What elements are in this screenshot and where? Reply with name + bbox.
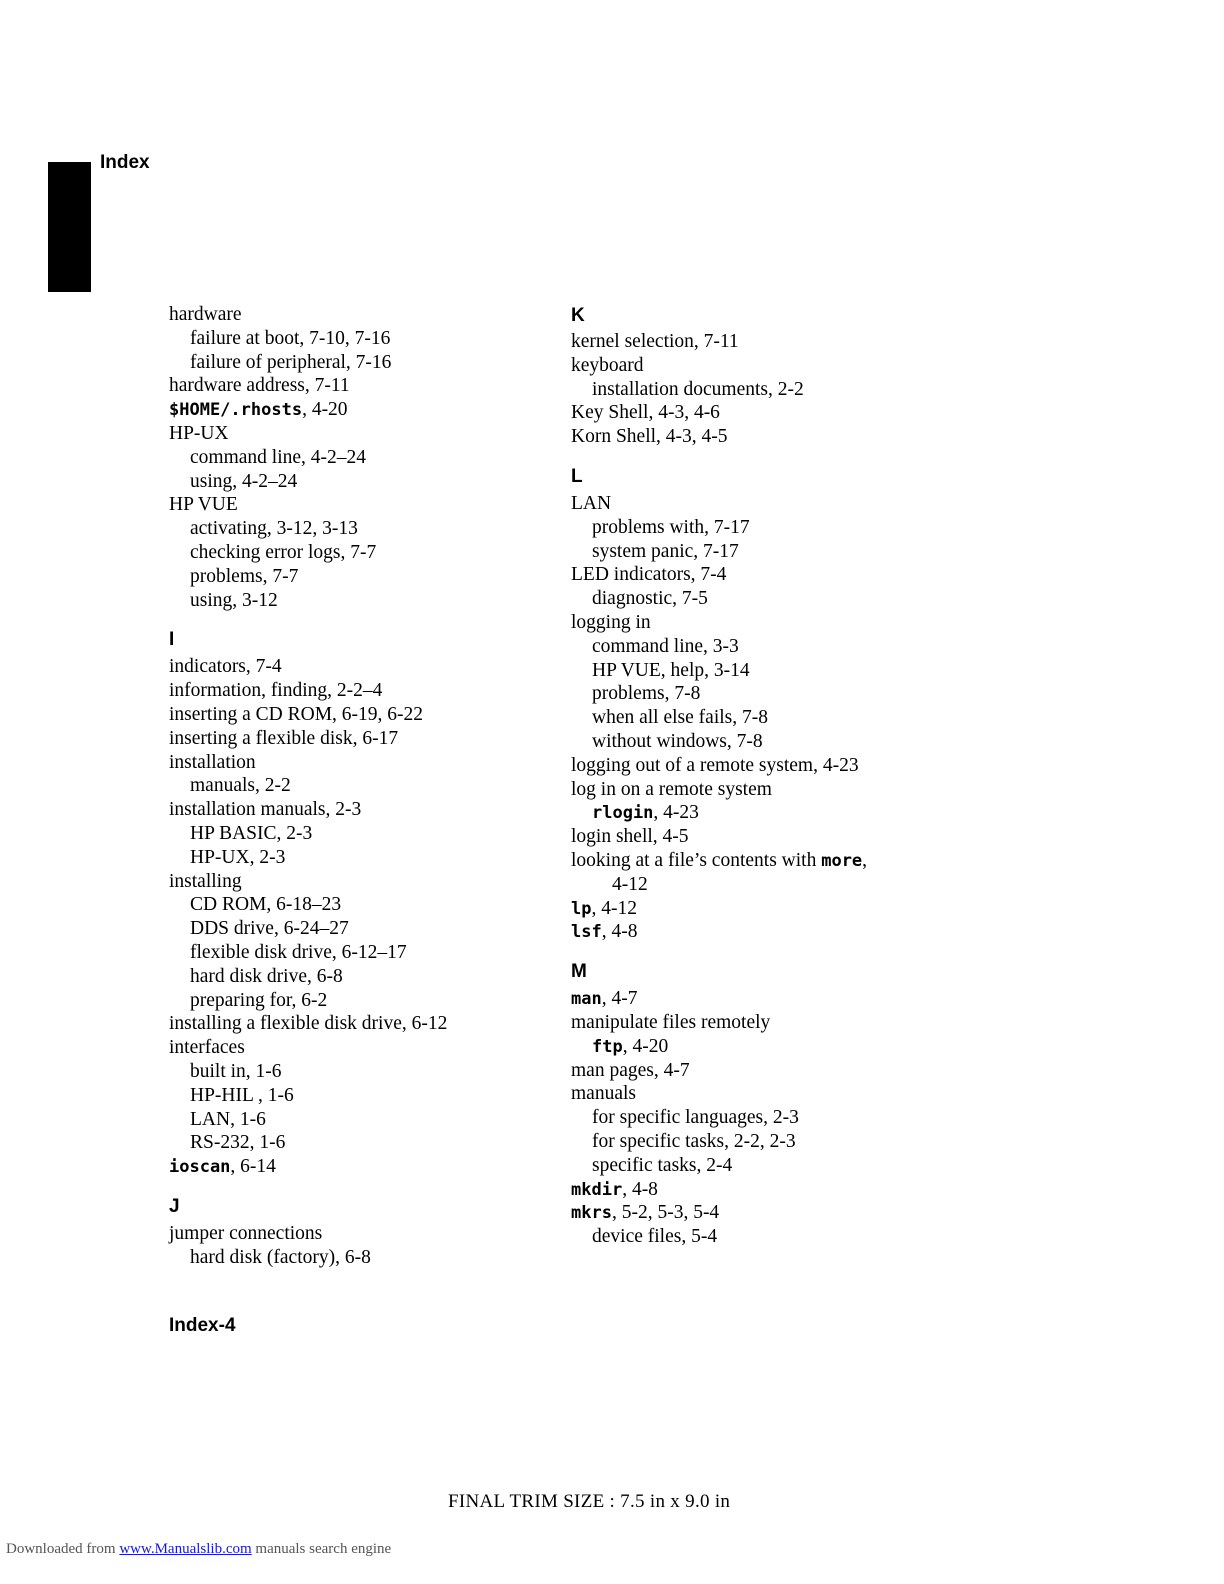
index-subentry: HP BASIC, 2-3	[190, 822, 313, 844]
index-entry: mkdir, 4-8	[571, 1178, 658, 1200]
index-subentry: problems with, 7-17	[592, 516, 750, 538]
index-entry: installing a flexible disk drive, 6-12	[169, 1013, 448, 1035]
index-subentry: LAN, 1-6	[190, 1108, 266, 1130]
index-entry: lsf, 4-8	[571, 921, 638, 943]
index-entry: jumper connections	[169, 1222, 323, 1244]
index-subentry: HP-UX, 2-3	[190, 846, 286, 868]
index-entry: information, finding, 2-2–4	[169, 680, 383, 702]
index-subentry: specific tasks, 2-4	[592, 1154, 733, 1176]
index-subentry: DDS drive, 6-24–27	[190, 918, 349, 940]
index-entry: kernel selection, 7-11	[571, 331, 739, 352]
index-entry: keyboard	[571, 354, 644, 376]
command-name: lsf	[571, 922, 602, 943]
command-name: mkrs	[571, 1203, 612, 1224]
command-name: rlogin	[592, 803, 654, 824]
index-subentry: manuals, 2-2	[190, 775, 291, 797]
index-subentry: problems, 7-7	[190, 565, 299, 587]
index-letter-heading: I	[169, 629, 175, 651]
index-subentry: problems, 7-8	[592, 683, 701, 705]
index-column-right	[571, 303, 951, 1249]
index-entry: log in on a remote system	[571, 778, 772, 800]
index-subentry: HP-HIL , 1-6	[190, 1084, 294, 1106]
index-subentry: using, 3-12	[190, 589, 278, 611]
index-entry: hardware address, 7-11	[169, 375, 350, 397]
index-entry: manuals	[571, 1083, 636, 1105]
index-thumb-tab	[48, 162, 91, 292]
trim-size-note: FINAL TRIM SIZE : 7.5 in x 9.0 in	[448, 1491, 731, 1512]
index-subentry: command line, 4-2–24	[190, 446, 367, 468]
index-subentry: failure of peripheral, 7-16	[190, 351, 392, 373]
index-entry: Korn Shell, 4-3, 4-5	[571, 426, 728, 448]
index-subentry: activating, 3-12, 3-13	[190, 518, 358, 540]
index-entry: hardware	[169, 304, 242, 325]
index-column-left	[169, 303, 529, 1269]
index-entry: LAN	[571, 492, 612, 514]
download-footer: Downloaded from www.Manualslib.com manuals search engine	[6, 1541, 392, 1557]
index-subentry: when all else fails, 7-8	[592, 707, 768, 729]
index-subentry: RS-232, 1-6	[190, 1132, 286, 1154]
index-entry: Key Shell, 4-3, 4-6	[571, 402, 720, 424]
index-subentry: diagnostic, 7-5	[592, 588, 708, 610]
index-entry: LED indicators, 7-4	[571, 564, 727, 586]
index-entry: $HOME/.rhosts, 4-20	[169, 399, 348, 421]
index-entry: interfaces	[169, 1037, 245, 1059]
index-entry: HP VUE	[169, 494, 238, 516]
index-subentry: without windows, 7-8	[592, 730, 763, 752]
index-entry: installing	[169, 870, 242, 892]
index-entry-continuation: 4-12	[612, 873, 648, 895]
index-subentry: built in, 1-6	[190, 1060, 282, 1082]
index-entry: mkrs, 5-2, 5-3, 5-4	[571, 1202, 720, 1224]
index-subentry: for specific tasks, 2-2, 2-3	[592, 1130, 796, 1152]
index-subentry: HP VUE, help, 3-14	[592, 659, 750, 681]
index-subentry: device files, 5-4	[592, 1226, 718, 1248]
index-subentry: using, 4-2–24	[190, 470, 298, 492]
index-subentry: for specific languages, 2-3	[592, 1107, 799, 1129]
index-entry: installation manuals, 2-3	[169, 799, 362, 821]
index-letter-heading: M	[571, 961, 587, 983]
index-subentry: installation documents, 2-2	[592, 378, 804, 400]
index-subentry: command line, 3-3	[592, 635, 739, 657]
index-subentry: ftp, 4-20	[592, 1035, 669, 1057]
index-entry: installation	[169, 751, 256, 773]
command-name: $HOME/.rhosts	[169, 400, 303, 421]
index-entry: manipulate files remotely	[571, 1011, 771, 1033]
command-name: ioscan	[169, 1157, 231, 1178]
index-subentry: failure at boot, 7-10, 7-16	[190, 327, 391, 349]
index-entry: HP-UX	[169, 422, 229, 444]
index-subentry: CD ROM, 6-18–23	[190, 894, 342, 916]
page-number: Index-4	[169, 1315, 236, 1336]
index-letter-heading: L	[571, 465, 583, 487]
page-header-title: Index	[100, 152, 150, 173]
index-entry: logging in	[571, 611, 651, 633]
index-subentry: checking error logs, 7-7	[190, 541, 377, 563]
command-name: more	[821, 850, 863, 871]
index-entry: lp, 4-12	[571, 897, 637, 919]
index-letter-heading: K	[571, 305, 585, 326]
index-entry: indicators, 7-4	[169, 656, 282, 678]
index-subentry: rlogin, 4-23	[592, 802, 699, 824]
index-subentry: flexible disk drive, 6-12–17	[190, 941, 407, 963]
manualslib-link[interactable]: www.Manualslib.com	[119, 1541, 252, 1557]
command-name: lp	[571, 898, 592, 919]
index-entry: logging out of a remote system, 4-23	[571, 754, 859, 776]
index-letter-heading: J	[169, 1195, 180, 1217]
index-entry: looking at a file’s contents with more,	[571, 849, 868, 871]
index-entry: man, 4-7	[571, 988, 638, 1010]
command-name: man	[571, 989, 602, 1010]
index-subentry: preparing for, 6-2	[190, 989, 328, 1011]
index-entry: man pages, 4-7	[571, 1059, 690, 1081]
command-name: mkdir	[571, 1179, 623, 1200]
command-name: ftp	[592, 1036, 623, 1057]
index-subentry: hard disk drive, 6-8	[190, 965, 343, 987]
index-subentry: hard disk (factory), 6-8	[190, 1246, 371, 1268]
index-entry: inserting a CD ROM, 6-19, 6-22	[169, 703, 424, 725]
index-entry: inserting a flexible disk, 6-17	[169, 727, 399, 749]
index-entry: ioscan, 6-14	[169, 1156, 276, 1178]
index-subentry: system panic, 7-17	[592, 540, 739, 562]
index-entry: login shell, 4-5	[571, 826, 689, 848]
